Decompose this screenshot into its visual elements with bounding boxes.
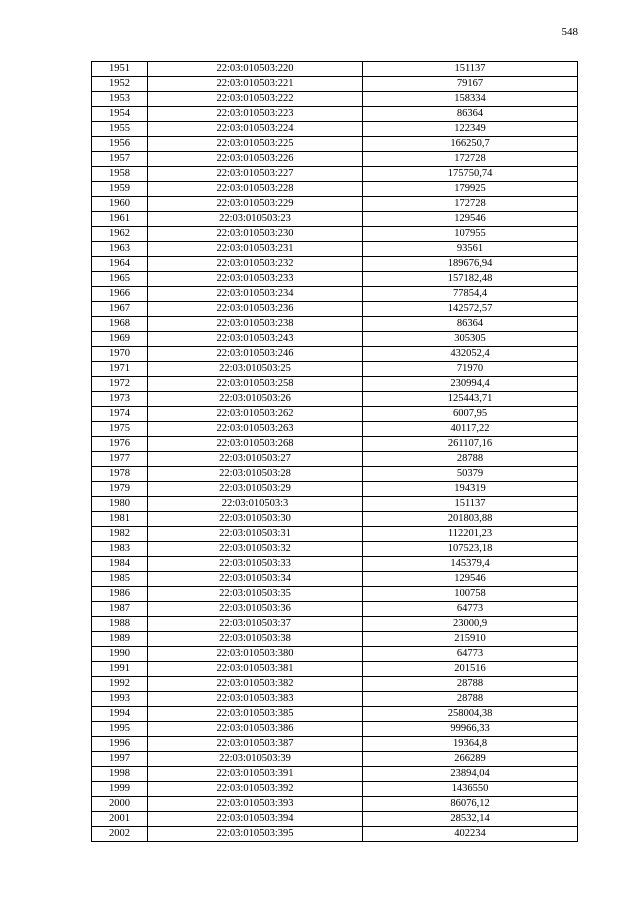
value-cell: 86364 — [363, 107, 578, 122]
cadastral-number-cell: 22:03:010503:380 — [148, 647, 363, 662]
cadastral-number-cell: 22:03:010503:38 — [148, 632, 363, 647]
row-number-cell: 1999 — [92, 782, 148, 797]
cadastral-number-cell: 22:03:010503:222 — [148, 92, 363, 107]
row-number-cell: 1975 — [92, 422, 148, 437]
row-number-cell: 1954 — [92, 107, 148, 122]
cadastral-number-cell: 22:03:010503:30 — [148, 512, 363, 527]
cadastral-number-cell: 22:03:010503:27 — [148, 452, 363, 467]
table-row — [92, 302, 578, 317]
cadastral-number-cell: 22:03:010503:393 — [148, 797, 363, 812]
value-cell: 28532,14 — [363, 812, 578, 827]
cadastral-number-cell: 22:03:010503:231 — [148, 242, 363, 257]
table-row — [92, 422, 578, 437]
table-row — [92, 767, 578, 782]
cadastral-number-cell: 22:03:010503:381 — [148, 662, 363, 677]
table-row — [92, 182, 578, 197]
value-cell: 64773 — [363, 602, 578, 617]
value-cell: 112201,23 — [363, 527, 578, 542]
row-number-cell: 1979 — [92, 482, 148, 497]
cadastral-number-cell: 22:03:010503:258 — [148, 377, 363, 392]
table-row — [92, 332, 578, 347]
table-row — [92, 722, 578, 737]
cadastral-number-cell: 22:03:010503:391 — [148, 767, 363, 782]
cadastral-number-cell: 22:03:010503:385 — [148, 707, 363, 722]
row-number-cell: 1967 — [92, 302, 148, 317]
cadastral-number-cell: 22:03:010503:29 — [148, 482, 363, 497]
value-cell: 145379,4 — [363, 557, 578, 572]
cadastral-number-cell: 22:03:010503:229 — [148, 197, 363, 212]
value-cell: 129546 — [363, 212, 578, 227]
row-number-cell: 1959 — [92, 182, 148, 197]
cadastral-number-cell: 22:03:010503:226 — [148, 152, 363, 167]
table-row — [92, 482, 578, 497]
value-cell: 142572,57 — [363, 302, 578, 317]
cadastral-number-cell: 22:03:010503:31 — [148, 527, 363, 542]
cadastral-number-cell: 22:03:010503:223 — [148, 107, 363, 122]
row-number-cell: 1972 — [92, 377, 148, 392]
value-cell: 28788 — [363, 452, 578, 467]
table-body — [92, 62, 578, 842]
table-row — [92, 77, 578, 92]
row-number-cell: 1987 — [92, 602, 148, 617]
value-cell: 266289 — [363, 752, 578, 767]
value-cell: 50379 — [363, 467, 578, 482]
row-number-cell: 1956 — [92, 137, 148, 152]
table-row — [92, 122, 578, 137]
row-number-cell: 1955 — [92, 122, 148, 137]
row-number-cell: 1974 — [92, 407, 148, 422]
value-cell: 201516 — [363, 662, 578, 677]
cadastral-number-cell: 22:03:010503:246 — [148, 347, 363, 362]
value-cell: 432052,4 — [363, 347, 578, 362]
cadastral-number-cell: 22:03:010503:392 — [148, 782, 363, 797]
row-number-cell: 2001 — [92, 812, 148, 827]
value-cell: 194319 — [363, 482, 578, 497]
value-cell: 258004,38 — [363, 707, 578, 722]
table-row — [92, 212, 578, 227]
cadastral-number-cell: 22:03:010503:386 — [148, 722, 363, 737]
table-row — [92, 692, 578, 707]
table-row — [92, 467, 578, 482]
table-row — [92, 572, 578, 587]
value-cell: 172728 — [363, 152, 578, 167]
table-row — [92, 137, 578, 152]
row-number-cell: 1989 — [92, 632, 148, 647]
row-number-cell: 1991 — [92, 662, 148, 677]
cadastral-number-cell: 22:03:010503:25 — [148, 362, 363, 377]
row-number-cell: 2000 — [92, 797, 148, 812]
row-number-cell: 1957 — [92, 152, 148, 167]
value-cell: 1436550 — [363, 782, 578, 797]
row-number-cell: 1962 — [92, 227, 148, 242]
cadastral-number-cell: 22:03:010503:39 — [148, 752, 363, 767]
value-cell: 122349 — [363, 122, 578, 137]
value-cell: 28788 — [363, 692, 578, 707]
cadastral-number-cell: 22:03:010503:230 — [148, 227, 363, 242]
value-cell: 215910 — [363, 632, 578, 647]
cadastral-number-cell: 22:03:010503:3 — [148, 497, 363, 512]
value-cell: 261107,16 — [363, 437, 578, 452]
table-row — [92, 62, 578, 77]
table-row — [92, 647, 578, 662]
cadastral-number-cell: 22:03:010503:28 — [148, 467, 363, 482]
value-cell: 107523,18 — [363, 542, 578, 557]
page-number: 548 — [561, 26, 578, 38]
value-cell: 79167 — [363, 77, 578, 92]
cadastral-number-cell: 22:03:010503:228 — [148, 182, 363, 197]
table-row — [92, 287, 578, 302]
row-number-cell: 1978 — [92, 467, 148, 482]
cadastral-number-cell: 22:03:010503:395 — [148, 827, 363, 842]
cadastral-number-cell: 22:03:010503:225 — [148, 137, 363, 152]
cadastral-number-cell: 22:03:010503:26 — [148, 392, 363, 407]
row-number-cell: 1981 — [92, 512, 148, 527]
table-row — [92, 497, 578, 512]
table-row — [92, 257, 578, 272]
table-row — [92, 197, 578, 212]
table-row — [92, 452, 578, 467]
row-number-cell: 1969 — [92, 332, 148, 347]
cadastral-number-cell: 22:03:010503:221 — [148, 77, 363, 92]
value-cell: 23000,9 — [363, 617, 578, 632]
value-cell: 71970 — [363, 362, 578, 377]
row-number-cell: 1965 — [92, 272, 148, 287]
value-cell: 201803,88 — [363, 512, 578, 527]
value-cell: 125443,71 — [363, 392, 578, 407]
table-row — [92, 782, 578, 797]
value-cell: 28788 — [363, 677, 578, 692]
table-row — [92, 602, 578, 617]
cadastral-number-cell: 22:03:010503:36 — [148, 602, 363, 617]
row-number-cell: 1998 — [92, 767, 148, 782]
cadastral-number-cell: 22:03:010503:32 — [148, 542, 363, 557]
row-number-cell: 1997 — [92, 752, 148, 767]
row-number-cell: 1961 — [92, 212, 148, 227]
table-row — [92, 407, 578, 422]
table-row — [92, 152, 578, 167]
cadastral-number-cell: 22:03:010503:227 — [148, 167, 363, 182]
cadastral-number-cell: 22:03:010503:23 — [148, 212, 363, 227]
cadastral-number-cell: 22:03:010503:34 — [148, 572, 363, 587]
row-number-cell: 1994 — [92, 707, 148, 722]
row-number-cell: 1963 — [92, 242, 148, 257]
row-number-cell: 1993 — [92, 692, 148, 707]
row-number-cell: 1971 — [92, 362, 148, 377]
cadastral-number-cell: 22:03:010503:234 — [148, 287, 363, 302]
table-row — [92, 347, 578, 362]
table-row — [92, 437, 578, 452]
row-number-cell: 1984 — [92, 557, 148, 572]
table-row — [92, 662, 578, 677]
row-number-cell: 1980 — [92, 497, 148, 512]
table-row — [92, 827, 578, 842]
table-row — [92, 677, 578, 692]
cadastral-number-cell: 22:03:010503:268 — [148, 437, 363, 452]
cadastral-number-cell: 22:03:010503:262 — [148, 407, 363, 422]
table-row — [92, 752, 578, 767]
value-cell: 172728 — [363, 197, 578, 212]
table-row — [92, 242, 578, 257]
table-row — [92, 227, 578, 242]
table-row — [92, 542, 578, 557]
cadastral-number-cell: 22:03:010503:238 — [148, 317, 363, 332]
value-cell: 157182,48 — [363, 272, 578, 287]
row-number-cell: 1977 — [92, 452, 148, 467]
value-cell: 151137 — [363, 62, 578, 77]
table-row — [92, 167, 578, 182]
row-number-cell: 1995 — [92, 722, 148, 737]
table-row — [92, 812, 578, 827]
table-row — [92, 527, 578, 542]
value-cell: 100758 — [363, 587, 578, 602]
table-row — [92, 557, 578, 572]
value-cell: 23894,04 — [363, 767, 578, 782]
cadastral-number-cell: 22:03:010503:387 — [148, 737, 363, 752]
table-row — [92, 392, 578, 407]
table-row — [92, 377, 578, 392]
row-number-cell: 1982 — [92, 527, 148, 542]
value-cell: 189676,94 — [363, 257, 578, 272]
row-number-cell: 1960 — [92, 197, 148, 212]
value-cell: 77854,4 — [363, 287, 578, 302]
value-cell: 64773 — [363, 647, 578, 662]
row-number-cell: 1986 — [92, 587, 148, 602]
table-row — [92, 707, 578, 722]
cadastral-number-cell: 22:03:010503:243 — [148, 332, 363, 347]
row-number-cell: 1990 — [92, 647, 148, 662]
value-cell: 99966,33 — [363, 722, 578, 737]
row-number-cell: 1964 — [92, 257, 148, 272]
table-row — [92, 617, 578, 632]
row-number-cell: 1952 — [92, 77, 148, 92]
value-cell: 19364,8 — [363, 737, 578, 752]
cadastral-number-cell: 22:03:010503:394 — [148, 812, 363, 827]
value-cell: 107955 — [363, 227, 578, 242]
cadastral-number-cell: 22:03:010503:383 — [148, 692, 363, 707]
cadastral-number-cell: 22:03:010503:233 — [148, 272, 363, 287]
cadastral-number-cell: 22:03:010503:232 — [148, 257, 363, 272]
table-row — [92, 272, 578, 287]
table-row — [92, 632, 578, 647]
table-row — [92, 362, 578, 377]
table-row — [92, 92, 578, 107]
cadastral-number-cell: 22:03:010503:33 — [148, 557, 363, 572]
value-cell: 86364 — [363, 317, 578, 332]
value-cell: 179925 — [363, 182, 578, 197]
row-number-cell: 1966 — [92, 287, 148, 302]
table-row — [92, 737, 578, 752]
row-number-cell: 1958 — [92, 167, 148, 182]
table-row — [92, 587, 578, 602]
table-row — [92, 797, 578, 812]
row-number-cell: 1953 — [92, 92, 148, 107]
row-number-cell: 1970 — [92, 347, 148, 362]
row-number-cell: 1968 — [92, 317, 148, 332]
row-number-cell: 1983 — [92, 542, 148, 557]
row-number-cell: 1973 — [92, 392, 148, 407]
value-cell: 86076,12 — [363, 797, 578, 812]
table-row — [92, 512, 578, 527]
value-cell: 93561 — [363, 242, 578, 257]
cadastral-number-cell: 22:03:010503:37 — [148, 617, 363, 632]
cadastral-number-cell: 22:03:010503:236 — [148, 302, 363, 317]
value-cell: 175750,74 — [363, 167, 578, 182]
value-cell: 402234 — [363, 827, 578, 842]
cadastral-number-cell: 22:03:010503:224 — [148, 122, 363, 137]
row-number-cell: 1996 — [92, 737, 148, 752]
value-cell: 230994,4 — [363, 377, 578, 392]
cadastral-value-table — [91, 61, 578, 842]
cadastral-number-cell: 22:03:010503:263 — [148, 422, 363, 437]
value-cell: 40117,22 — [363, 422, 578, 437]
value-cell: 151137 — [363, 497, 578, 512]
row-number-cell: 1988 — [92, 617, 148, 632]
row-number-cell: 2002 — [92, 827, 148, 842]
cadastral-number-cell: 22:03:010503:220 — [148, 62, 363, 77]
row-number-cell: 1985 — [92, 572, 148, 587]
table-row — [92, 317, 578, 332]
value-cell: 166250,7 — [363, 137, 578, 152]
cadastral-number-cell: 22:03:010503:35 — [148, 587, 363, 602]
row-number-cell: 1976 — [92, 437, 148, 452]
row-number-cell: 1992 — [92, 677, 148, 692]
value-cell: 6007,95 — [363, 407, 578, 422]
cadastral-number-cell: 22:03:010503:382 — [148, 677, 363, 692]
row-number-cell: 1951 — [92, 62, 148, 77]
table-row — [92, 107, 578, 122]
value-cell: 129546 — [363, 572, 578, 587]
value-cell: 305305 — [363, 332, 578, 347]
value-cell: 158334 — [363, 92, 578, 107]
